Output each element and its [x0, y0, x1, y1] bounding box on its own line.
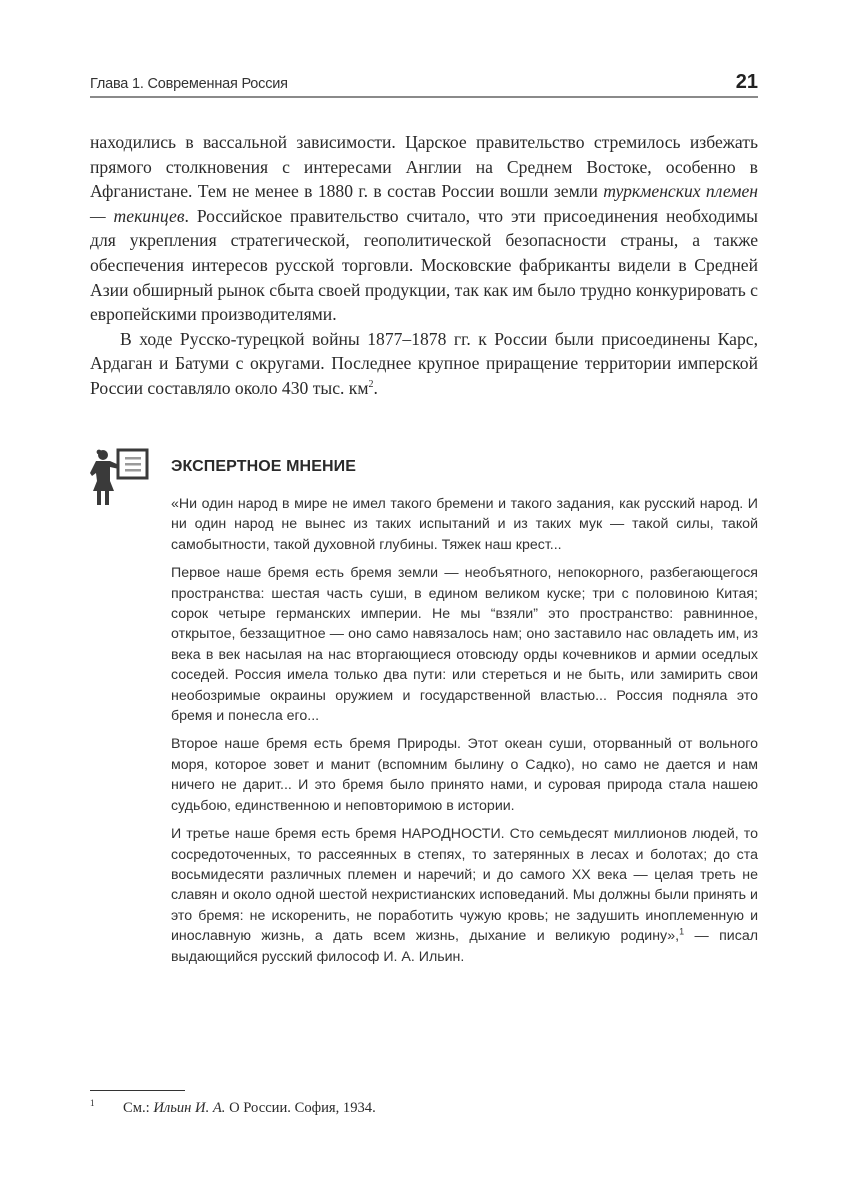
italic-term: туркменских племен — текинцев: [90, 181, 758, 226]
quote-paragraph: Первое наше бремя есть бремя земли — необъятного, непокорного, разбегающегося пространства: шестая часть суши, в едином великом куске; три с половиною Китая; сорок четыре германских империи. Не мы “взяли” это пространство: равнинное, открытое, беззащитное — оно само навязалось нам; оно заставило нас овладеть им, из века в век насылая на нас вторгающиеся отовсюду орды кочевников и армии оседлых соседей. Россия имела только два пути: или стереться и не быть, или замирить свои необозримые окраины оружием и государственной властью... Россия подняла это бремя и понесла его...: [171, 565, 758, 725]
superscript: 2: [368, 379, 374, 391]
paragraph-1-text-b: . Российское правительство считало, что эти присоединения необходимы для укрепления стратегической, геополитической безопасности страны, а также обеспечения интересов русской торговли. Московские фабриканты видели в Средней Азии обширный рынок сбыта своей продукции, так как им было трудно конкурировать с европейскими производителями.: [90, 205, 758, 325]
expert-opinion-quote: [171, 494, 758, 975]
quote-paragraph: Второе наше бремя есть бремя Природы. Этот океан суши, оторванный от вольного моря, которое зовет и манит (вспомним былину о Садко), но само не дается и нам ничего не дарит... И это бремя было принято нами, и суровая природа стала нашею судьбою, единственною и неповторимою в истории.: [171, 736, 758, 814]
footnote-mark: 1: [90, 1098, 95, 1108]
presenter-at-board-icon: [90, 448, 152, 506]
footnote-prefix: См.:: [123, 1100, 154, 1116]
footnote-author: Ильин И. А.: [153, 1100, 226, 1116]
running-header: [90, 70, 758, 98]
main-text: [90, 130, 758, 401]
expert-opinion-title: ЭКСПЕРТНОЕ МНЕНИЕ: [171, 458, 356, 475]
paragraph-2-text: В ходе Русско-турецкой войны 1877–1878 гг. к России были присоединены Карс, Ардаган и Батуми с округами. Последнее крупное приращение территории имперской России составляло около 430 тыс. км: [90, 328, 758, 398]
attribution-text: — писал выдающийся русский философ И. А. Ильин.: [171, 928, 758, 965]
footnote-source: О России. София, 1934.: [225, 1100, 376, 1116]
quote-paragraph-last: [171, 824, 758, 967]
paragraph-1: [90, 130, 758, 327]
paragraph-2: [90, 327, 758, 401]
footnote-reference[interactable]: 1: [679, 926, 685, 937]
footnote-divider: [90, 1090, 185, 1091]
paragraph-1-text-a: находились в вассальной зависимости. Царское правительство стремилось избежать прямого столкновения с интересами Англии на Среднем Востоке, особенно в Афганистане. Тем не менее в 1880 г. в состав России вошли земли: [90, 132, 758, 202]
paragraph-2-end: .: [373, 377, 378, 398]
footnote-text: [123, 1100, 376, 1117]
chapter-title: Глава 1. Современная Россия: [90, 76, 288, 92]
quote-text: И третье наше бремя есть бремя НАРОДНОСТИ. Сто семьдесят миллионов людей, то сосредоточенных, то рассеянных в степях, то затерянных в лесах и болотах; до ста восьмидесяти различных племен и наречий; и до самого XX века — целая треть не славян и около одной шестой нехристианских исповеданий. Мы должны были принять и это бремя: не искоренить, не поработить чужую кровь; не задушить иноплеменную и инославную жизнь, а дать всем жизнь, дыхание и великую родину»,: [171, 826, 758, 945]
page-number: 21: [735, 71, 758, 93]
quote-paragraph: «Ни один народ в мире не имел такого бремени и такого задания, как русский народ. И ни один народ не вынес из таких испытаний и из таких мук — такой силы, такой самобытности, такой духовной глубины. Тяжек наш крест...: [171, 496, 758, 553]
